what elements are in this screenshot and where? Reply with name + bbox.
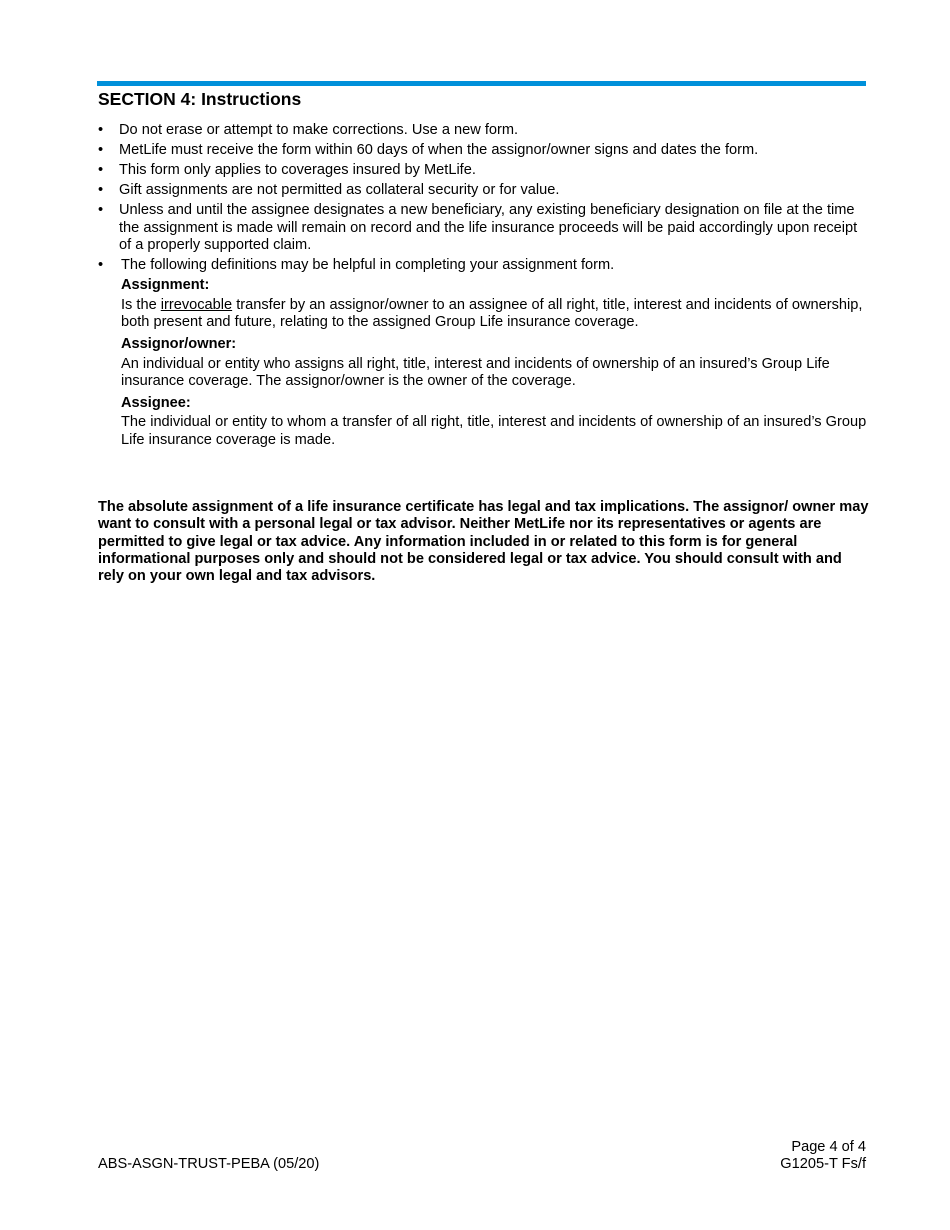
list-item [98, 162, 868, 179]
list-item [98, 202, 868, 254]
footer-page-info [780, 1139, 866, 1173]
definition-term-assignee: Assignee: [121, 395, 191, 412]
section-divider-bar [97, 81, 866, 86]
underlined-term: irrevocable [160, 296, 233, 313]
bullet-icon: • [98, 202, 104, 219]
definition-text-assignment: Is the irrevocable transfer by an assignor/owner to an assignee of all right, title, interest and incidents of ownership, both present and future, relating to the assigned Group Life insurance coverage. [121, 296, 863, 330]
form-code: ABS-ASGN-TRUST-PEBA (05/20) [98, 1156, 320, 1172]
form-id: G1205-T Fs/f [780, 1156, 866, 1172]
list-item-definitions [98, 257, 868, 449]
bullet-icon: • [98, 122, 104, 138]
list-item-text: MetLife must receive the form within 60 days of when the assignor/owner signs and dates the form. [119, 142, 759, 159]
bullet-icon: • [98, 257, 104, 274]
list-item-text: The following definitions may be helpful in completing your assignment form. [121, 257, 615, 274]
bullet-icon: • [98, 182, 104, 199]
definition-term-assignment: Assignment: [121, 277, 210, 294]
legal-disclaimer: The absolute assignment of a life insurance certificate has legal and tax implications. The assignor/ owner may want to consult with a personal legal or tax advisor. Neither MetLife nor its representatives or agents are permitted to give legal or tax advice. Any information included in or related to this form is for general informational purposes only and should not be considered legal or tax advice. You should consult with and rely on your own legal and tax advisors. [98, 499, 869, 585]
bullet-icon: • [98, 162, 104, 179]
definition-term-assignor: Assignor/owner: [121, 336, 237, 353]
list-item-text: Unless and until the assignee designates a new beneficiary, any existing beneficiary designation on file at the time the assignment is made will remain on record and the life insurance proceeds will be paid accordingly upon receipt of a properly supported claim. [119, 202, 858, 253]
list-item-text: This form only applies to coverages insured by MetLife. [119, 162, 476, 179]
bullet-icon: • [98, 142, 104, 159]
instructions-list [98, 122, 868, 454]
list-item [98, 122, 868, 139]
list-item [98, 142, 868, 159]
page-number: Page 4 of 4 [791, 1139, 866, 1155]
list-item-text: Do not erase or attempt to make corrections. Use a new form. [119, 122, 519, 138]
definition-text-assignor: An individual or entity who assigns all right, title, interest and incidents of ownership of an insured’s Group Life insurance coverage. The assignor/owner is the owner of the coverage. [121, 355, 830, 389]
definition-text-assignee: The individual or entity to whom a transfer of all right, title, interest and incidents of ownership of an insured’s Group Life insurance coverage is made. [121, 414, 867, 448]
list-item [98, 182, 868, 199]
list-item-text: Gift assignments are not permitted as collateral security or for value. [119, 182, 560, 199]
section-title: SECTION 4: Instructions [98, 89, 302, 109]
